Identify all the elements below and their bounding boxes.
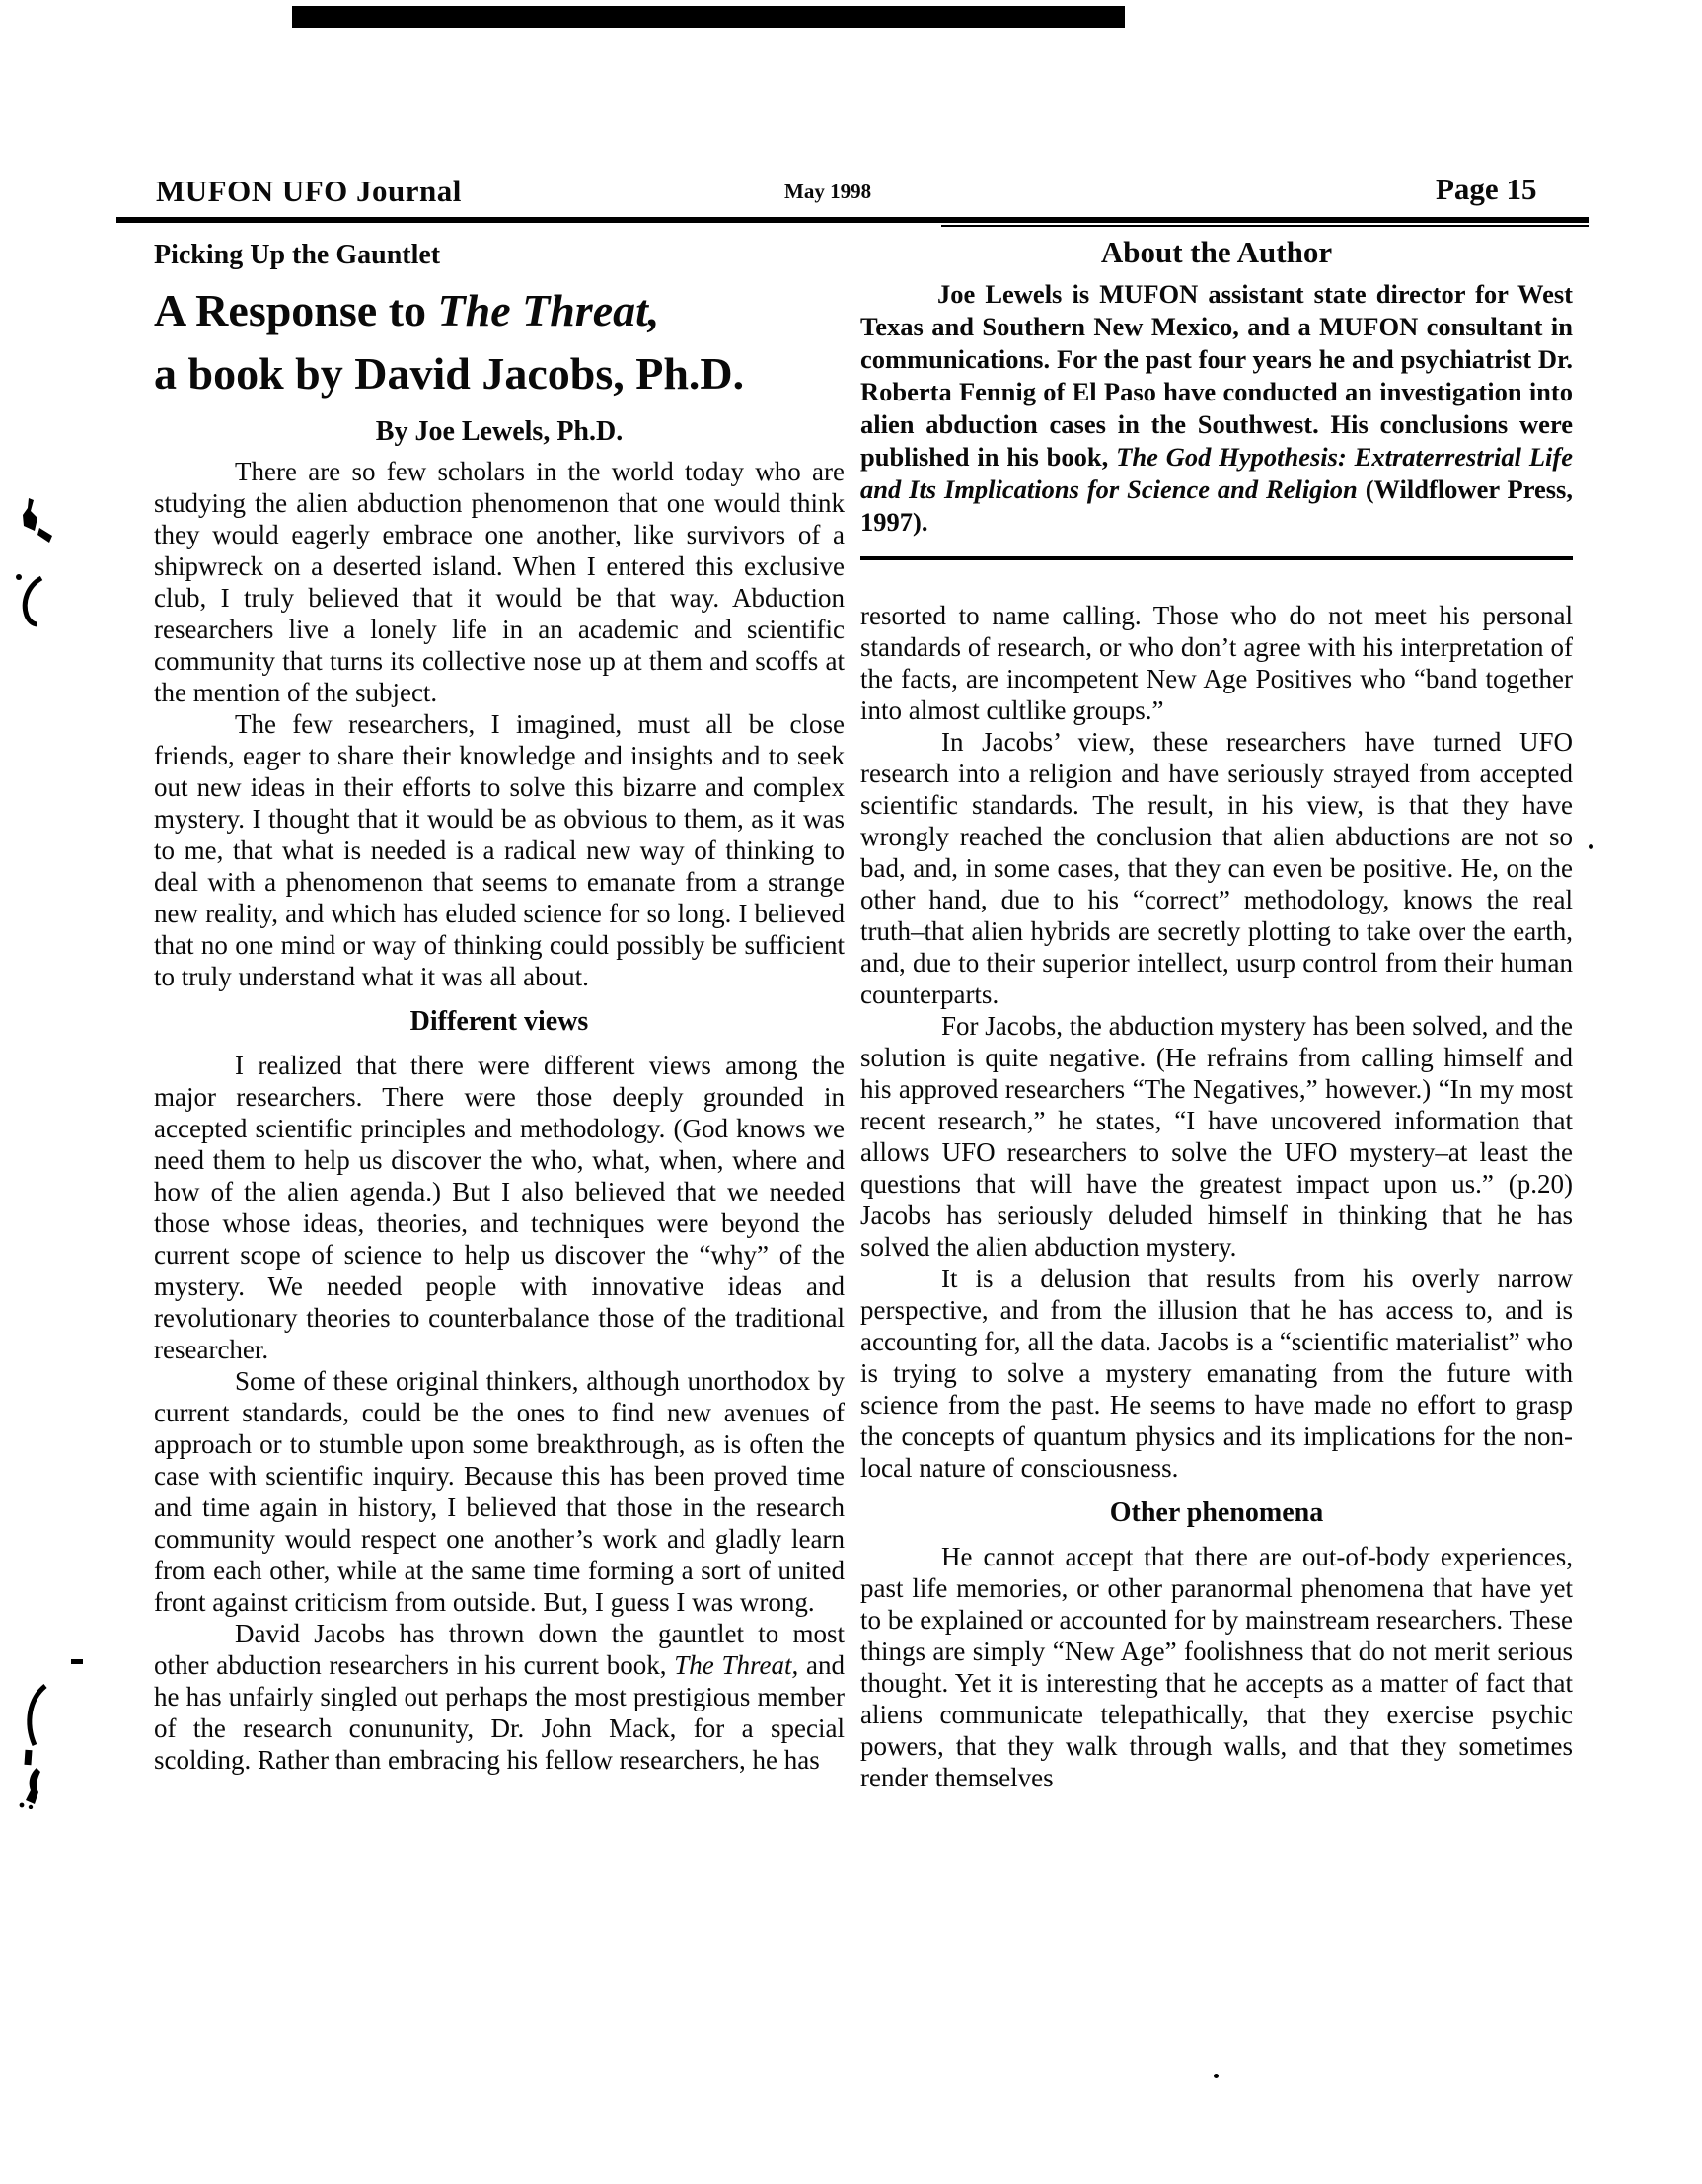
paragraph [860, 1541, 1573, 1793]
text-segment: and he has unfairly singled out perhaps the most prestigious member of the research conununity, Dr. John Mack, for a special scolding. Rather than embracing his fellow researchers, he has [154, 1649, 845, 1775]
paragraph [154, 1050, 845, 1365]
article-title [154, 279, 845, 406]
text-segment: The Threat, [437, 285, 660, 335]
text-segment: The God Hypothesis: Extraterrestrial Life and Its Implications for Science and Religion [860, 442, 1574, 504]
text-segment: David Jacobs has thrown down the gauntlet to most other abduction researchers in his current book, [154, 1618, 845, 1680]
text-segment: The few researchers, I imagined, must all be close friends, eager to share their knowledge and insights and to seek out new ideas in their efforts to solve this bizarre and complex mystery. I thought that it would be as obvious to them, as it was to me, that what is needed is a radical new way of thinking to deal with a phenomenon that seems to emanate from a strange new reality, and which has eluded science for so long. I believed that no one mind or way of thinking could possibly be sufficient to truly understand what it was all about. [154, 708, 845, 991]
text-segment: Some of these original thinkers, although unorthodox by current standards, could be the ones to find new avenues of approach or to stumble upon some breakthrough, as is often the case with scientific inquiry. Because this has been proved time and time again in history, I believed that those in the research community would respect one another’s work and gladly learn from each other, while at the same time forming a sort of united front against criticism from outside. But, I guess I was wrong. [154, 1365, 845, 1617]
text-segment: (Wildflower Press, 1997). [860, 474, 1573, 537]
section-heading: Other phenomena [1109, 1497, 1324, 1528]
about-body [860, 278, 1573, 539]
paragraph [154, 708, 845, 992]
margin-ink-mark [14, 498, 59, 553]
margin-ink-mark [24, 1750, 32, 1765]
stray-ink-dot [1589, 844, 1593, 849]
article-body-right [860, 600, 1573, 1793]
paragraph [860, 1010, 1573, 1263]
paragraph [860, 1263, 1573, 1484]
text-segment: I realized that there were different views among the major researchers. There were those deeply grounded in accepted scientific principles and methodology. (God knows we need them to help us discover the who, what, when, where and how of the alien agenda.) But I also believed that we needed those whose ideas, theories, and techniques were beyond the current scope of science to help us discover the “why” of the mystery. We needed people with innovative ideas and revolutionary theories to counterbalance those of the traditional researcher. [154, 1050, 845, 1364]
text-segment: resorted to name calling. Those who do not meet his personal standards of research, or who don’t agree with his interpretation of the facts, are incompetent New Age Positives who “band together into almost cultlike groups.” [860, 601, 1573, 725]
text-segment: He cannot accept that there are out-of-body experiences, past life memories, or other paranormal phenomena that have yet to be explained or accounted for by mainstream researchers. These things are simply “New Age” foolishness that do not merit serious thought. Yet it is interesting that he accepts as a matter of fact that aliens communicate telepathically, that they exercise psychic powers, that they walk through walls, and that they sometimes render themselves [860, 1542, 1573, 1792]
margin-ink-mark [14, 1768, 49, 1809]
about-bottom-rule [860, 556, 1573, 560]
article-title-line-2: a book by David Jacobs, Ph.D. [154, 348, 745, 400]
page-number: Page 15 [1436, 172, 1537, 206]
text-segment: For Jacobs, the abduction mystery has been solved, and the solution is quite negative. (He refrains from calling himself and his approved researchers “The Negatives,” however.) “In my most recent research,” he states, “I have uncovered information that allows UFO researchers to solve the UFO mystery–at least the questions that will have the greatest impact upon us.” (p.20) Jacobs has seriously deluded himself in thinking that he has solved the alien abduction mystery. [860, 1011, 1573, 1262]
text-segment: Joe Lewels is MUFON assistant state director for West Texas and Southern New Mexico, and a MUFON consultant in communications. For the past four years he and psychiatrist Dr. Roberta Fennig of El Paso have conducted an investigation into alien abduction cases in the Southwest. His conclusions were published in his book, [860, 279, 1573, 472]
article-kicker: Picking Up the Gauntlet [154, 240, 441, 270]
scan-artifact-top-bar [292, 6, 1125, 28]
paragraph [154, 1618, 845, 1776]
issue-date: May 1998 [784, 180, 872, 203]
margin-ink-mark [16, 1683, 51, 1748]
text-segment: In Jacobs’ view, these researchers have turned UFO research into a religion and have seriously strayed from accepted scientific standards. The result, in his view, is that they have wrongly reached the conclusion that alien abductions are not so bad, and, in some cases, that they can even be positive. He, on the other hand, due to his “correct” methodology, knows the real truth–that alien hybrids are secretly plotting to take over the earth, and, due to their superior intellect, usurp control from their human counterparts. [860, 727, 1573, 1009]
article-body-left [154, 456, 845, 1776]
text-segment: There are so few scholars in the world today who are studying the alien abduction phenomenon that one would think they would eagerly embrace one another, like survivors of a shipwreck on a deserted island. When I entered this exclusive club, I truly believed that it would be that way. Abduction researchers live a lonely life in an academic and scientific community that turns its collective nose up at them and scoffs at the mention of the subject. [154, 456, 845, 707]
margin-ink-mark [12, 570, 53, 629]
margin-ink-mark [71, 1659, 83, 1664]
article-title-line-1 [154, 279, 845, 342]
about-the-author-box [860, 235, 1573, 560]
stray-ink-dot [1214, 2074, 1219, 2078]
header-rule [116, 217, 1589, 223]
paragraph [154, 1365, 845, 1618]
about-heading: About the Author [1100, 235, 1333, 269]
section-heading: Different views [409, 1005, 589, 1037]
paragraph [860, 600, 1573, 726]
left-column [154, 240, 845, 1776]
paragraph [154, 456, 845, 708]
paragraph [860, 726, 1573, 1010]
text-segment: It is a delusion that results from his overly narrow perspective, and from the illusion that he has access to, and is accounting for, all the data. Jacobs is a “scientific materialist” who is trying to solve a mystery emanating from the future with science from the past. He seems to have made no effort to grasp the concepts of quantum physics and its implications for the non-local nature of consciousness. [860, 1264, 1573, 1483]
text-segment: The Threat, [674, 1649, 799, 1680]
right-column [860, 235, 1573, 1793]
text-segment: A Response to [154, 285, 438, 335]
about-paragraph [860, 278, 1573, 539]
journal-title: MUFON UFO Journal [156, 174, 462, 208]
article-byline: By Joe Lewels, Ph.D. [375, 415, 624, 447]
